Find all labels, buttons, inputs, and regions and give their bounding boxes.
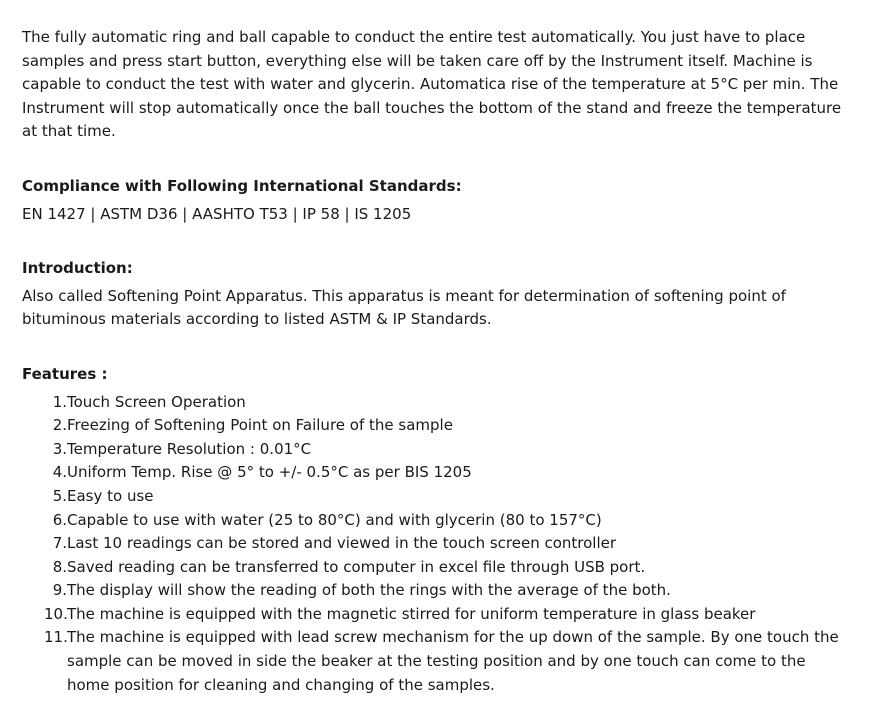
item-number: 9. <box>52 581 67 600</box>
features-list <box>22 391 842 698</box>
item-text: Last 10 readings can be stored and viewed in the touch screen controller <box>67 534 617 553</box>
list-item <box>22 532 842 556</box>
list-item <box>22 509 842 533</box>
list-item <box>22 485 842 509</box>
item-text: Capable to use with water (25 to 80°C) and with glycerin (80 to 157°C) <box>67 510 602 529</box>
list-item <box>22 603 842 627</box>
list-item <box>22 414 842 438</box>
item-text: Saved reading can be transferred to computer in excel file through USB port. <box>67 557 646 576</box>
introduction-section <box>22 257 850 332</box>
item-text: Uniform Temp. Rise @ 5° to +/- 0.5°C as per BIS 1205 <box>67 463 472 482</box>
item-text: Touch Screen Operation <box>67 392 246 411</box>
item-text: Freezing of Softening Point on Failure of the sample <box>67 416 453 435</box>
item-number: 2. <box>52 416 67 435</box>
compliance-heading: Compliance with Following International Standards: <box>22 176 462 195</box>
list-item <box>22 626 842 697</box>
features-heading: Features : <box>22 364 108 383</box>
list-item <box>22 579 842 603</box>
item-number: 7. <box>52 534 67 553</box>
introduction-heading: Introduction: <box>22 259 133 278</box>
item-text: The machine is equipped with lead screw mechanism for the up down of the sample. By one touch the sample can be moved in side the beaker at the testing position and by one touch can come to the home position for cleaning and changing of the samples. <box>67 628 839 694</box>
item-number: 5. <box>52 486 67 505</box>
list-item <box>22 461 842 485</box>
item-number: 1. <box>52 392 67 411</box>
item-text: The display will show the reading of both the rings with the average of the both. <box>67 581 671 600</box>
item-number: 6. <box>52 510 67 529</box>
item-number: 4. <box>52 463 67 482</box>
item-text: Easy to use <box>67 486 154 505</box>
item-number: 8. <box>52 557 67 576</box>
list-item <box>22 556 842 580</box>
item-text: The machine is equipped with the magnetic stirred for uniform temperature in glass beaker <box>67 604 756 623</box>
item-number: 11. <box>44 628 68 647</box>
compliance-section <box>22 175 850 226</box>
features-section <box>22 363 850 697</box>
item-number: 10. <box>44 604 68 623</box>
item-number: 3. <box>52 439 67 458</box>
introduction-text: Also called Softening Point Apparatus. This apparatus is meant for determination of softening point of bituminous materials according to listed ASTM & IP Standards. <box>22 286 786 329</box>
list-item <box>22 438 842 462</box>
item-text: Temperature Resolution : 0.01°C <box>67 439 312 458</box>
list-item <box>22 391 842 415</box>
compliance-standards: EN 1427 | ASTM D36 | AASHTO T53 | IP 58 | IS 1205 <box>22 204 412 223</box>
intro-paragraph: The fully automatic ring and ball capable to conduct the entire test automatically. You just have to place samples and press start button, everything else will be taken care off by the Instrument itself. Machine is capable to conduct the test with water and glycerin. Automatica rise of the temperature at 5°C per min. The Instrument will stop automatically once the ball touches the bottom of the stand and freeze the temperature at that time. <box>22 28 842 141</box>
